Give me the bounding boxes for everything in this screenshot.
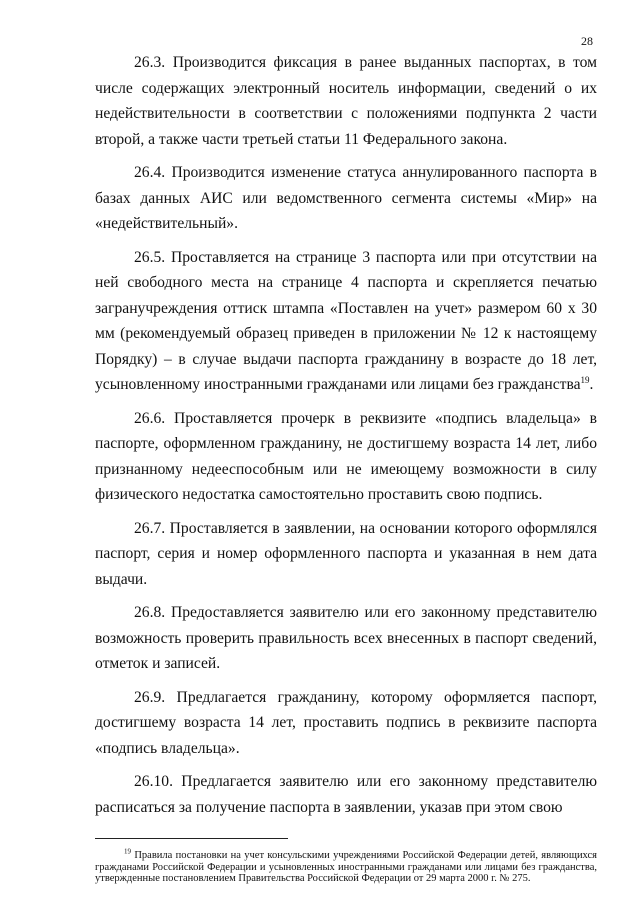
paragraph-26-10: 26.10. Предлагается заявителю или его законному представителю расписаться за получение паспорта в заявлении, указав при этом свою (95, 773, 597, 816)
paragraph-26-5-end: . (589, 376, 594, 393)
paragraph-26-9: 26.9. Предлагается гражданину, которому оформляется паспорт, достигшему возраста 14 лет, проставить подпись в реквизите паспорта «подпись владельца». (95, 688, 597, 757)
page-number: 28 (581, 34, 593, 48)
body-text (95, 50, 597, 828)
paragraph-26-6: 26.6. Проставляется прочерк в реквизите «подпись владельца» в паспорте, оформленном гражданину, не достигшему возраста 14 лет, либо признанному недееспособным или не имеющему возможности в силу физического недостатка самостоятельно проставить свою подпись. (95, 409, 597, 503)
footnote (95, 847, 597, 885)
paragraph-26-5 (95, 245, 597, 398)
paragraph-26-4: 26.4. Производится изменение статуса аннулированного паспорта в базах данных АИС или ведомственного сегмента системы «Мир» на «недействительный». (95, 164, 597, 232)
footnote-number: 19 (124, 847, 131, 856)
paragraph-26-8: 26.8. Предоставляется заявителю или его законному представителю возможность проверить правильность всех внесенных в паспорт сведений, отметок и записей. (95, 604, 597, 672)
paragraph-26-3: 26.3. Производится фиксация в ранее выданных паспортах, в том числе содержащих электронный носитель информации, сведений о их недействительности в соответствии с положениями подпункта 2 части второй, а также части третьей статьи 11 Федерального закона. (95, 54, 597, 148)
paragraph-26-7: 26.7. Проставляется в заявлении, на основании которого оформлялся паспорт, серия и номер оформленного паспорта и указанная в нем дата выдачи. (95, 519, 597, 588)
footnote-reference[interactable]: 19 (580, 374, 590, 385)
footnote-divider (95, 838, 288, 839)
footnote-text: Правила постановки на учет консульскими учреждениями Российской Федерации детей, являющихся гражданами Российской Федерации и усыновленных иностранными гражданами или лицами без гражданства, утвержденные постановлением Правительства Российской Федерации от 29 марта 2000 г. № 275. (95, 850, 597, 885)
paragraph-26-5-text: 26.5. Проставляется на странице 3 паспорта или при отсутствии на ней свободного места на странице 4 паспорта и скрепляется печатью загранучреждения оттиск штампа «Поставлен на учет» размером 60 х 30 мм (рекомендуемый образец приведен в приложении № 12 к настоящему Порядку) – в случае выдачи паспорта гражданину в возрасте до 18 лет, усыновленному иностранными гражданами или лицами без гражданства (95, 248, 597, 393)
